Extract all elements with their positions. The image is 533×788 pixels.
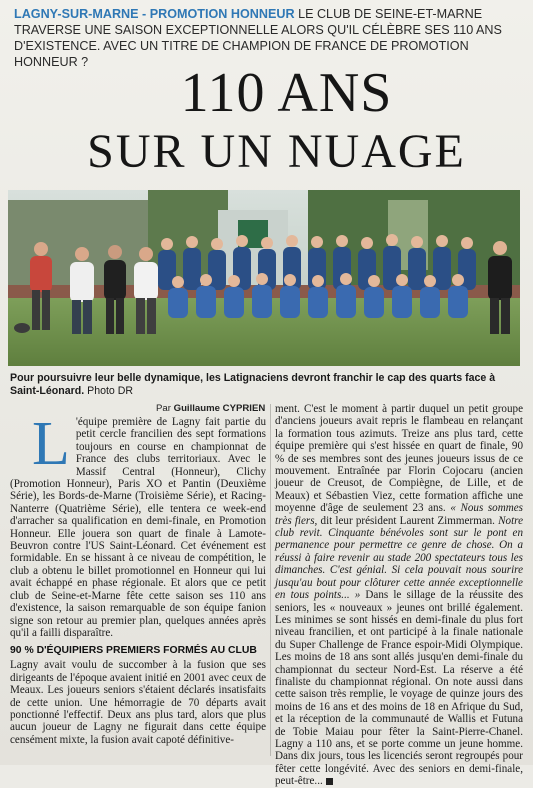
headline-line-2: SUR UN NUAGE [87, 125, 466, 178]
caption-text: Pour poursuivre leur belle dynamique, les Latignaciens devront franchir le cap des quarts face à Saint-Léonard. [10, 372, 496, 397]
end-mark-icon [326, 778, 333, 785]
photo-caption [10, 372, 520, 398]
photo-credit: Photo DR [87, 385, 134, 397]
paragraph-intro: 'équipe première de Lagny fait partie du petit cercle francilien des sept formations toujours en course en championnat de France des clubs territoriaux. Avec le Massif Central (Honneur), Clichy (Promotion Honneur), Paris XO et Pantin (Deuxième Série), les Bords-de-Marne (Troisième Série), et Racing-Nanterre (Quatrième Série), elle tentera ce week-end d'arracher sa qualification en demi-finale, en Promotion Honneur. Elle jouera son quart de finale à Lamote-Beuvron contre l'US Saint-Léonard. Cet événement est formidable. En se hissant à ce niveau de compétition, le club a obtenu le billet promotionnel en Honneur qui lui avait échappé en phase régionale. Et alors que ce petit club de Seine-et-Marne fête cette saison ses 110 ans d'existence, la saison remarquable de son équipe fanion signe son retour au premier plan, quelques années après qu'il a failli disparaître. [10, 416, 266, 639]
continuation-text: ment. C'est le moment à partir duquel un petit groupe d'anciens joueurs avait repris le flambeau en relançant la formation tous azimuts. Treize ans plus tard, cette équipe première qui s'est hissée en quart de finale, 90 % de ses membres sont des jeunes joueurs issus de ce mouvement. Entraînée par Florin Cojocaru (ancien joueur de Creusot, de Compiègne, de Lille, et de Meaux) et Sébastien Viez, cette formation affiche une moyenne d'âge de seulement 23 ans. [275, 403, 523, 515]
president-quote-open: « Nous sommes très fiers, [275, 502, 523, 527]
youth-paragraph: Dans le sillage de la réussite des seniors, les « nouveaux » jeunes ont brillé également. Les minimes se sont hissés en demi-finale du plus fort niveau francilien, et ont participé à la finale nationale du Super Challenge de France espoir-Midi Olympique. Les moins de 18 ans sont allés jusqu'en demi-finale du championnat du secteur Nord-Est. La réserve a été finaliste du championnat régional. On note aussi dans cette saison très remplie, le voyage de quinze jours des moins de 16 ans et des moins de 18 en Afrique du Sud, et la réception de la communauté de Wallis et Futuna de Tobie Maiau pour fêter la Saint-Pierre-Chanel. Lagny a 110 ans, et se porte comme un jeune homme. Dans dix jours, tous les licenciés seront regroupés pour fêter cette longévité. Avec des seniors en demi-finale, peut-être... [275, 589, 524, 788]
paragraph-history: Lagny avait voulu de succomber à la fusion que ses dirigeants de l'époque avaient initié en 2001 avec ceux de Meaux. Les joueurs seniors s'étaient déclarés insatisfaits de cette union. Une hémorragie de 70 départs avait ponctionné l'effectif. Deux ans plus tard, alors que plus aucun joueur de Lagny ne figurait dans cette équipe censément mixte, la fusion avait capoté définitive- [10, 659, 266, 746]
president-quote: Notre club revit. Cinquante bénévoles sont sur le pont en permanence pour permettre ce genre de chose. On a réussi à faire revenir au stade 200 spectateurs tous les dimanches. C'est génial. Si cela pouvait nous sourire jusqu'au bout pour clôturer cette année exceptionnelle en tous points... » [275, 514, 523, 602]
team-photo-illustration [8, 190, 520, 366]
section-subhead: 90 % D'ÉQUIPIERS PREMIERS FORMÉS AU CLUB [10, 645, 257, 657]
team-photo [8, 190, 520, 366]
headline-line-1: 110 ANS [180, 62, 393, 124]
quote-attribution: dit leur président Laurent Zimmerman. [320, 514, 495, 527]
article-column-1 [10, 410, 266, 746]
article-rubric [14, 6, 520, 70]
lead-text: LE CLUB DE SEINE-ET-MARNE TRAVERSE UNE SAISON EXCEPTIONNELLE ALORS QU'IL CÉLÈBRE SES 110 ANS D'EXISTENCE. AVEC UN TITRE DE CHAMPION DE FRANCE DE PROMOTION HONNEUR ? [14, 7, 502, 69]
drop-cap: L [32, 410, 70, 478]
byline-prefix: Par [156, 403, 171, 414]
section-kicker: LAGNY-SUR-MARNE - PROMOTION HONNEUR [14, 7, 295, 21]
byline-author: Guillaume CYPRIEN [173, 403, 266, 414]
byline [156, 403, 265, 414]
article-column-2 [275, 403, 523, 788]
column-divider [270, 404, 271, 756]
paragraph-continuation [275, 403, 523, 788]
